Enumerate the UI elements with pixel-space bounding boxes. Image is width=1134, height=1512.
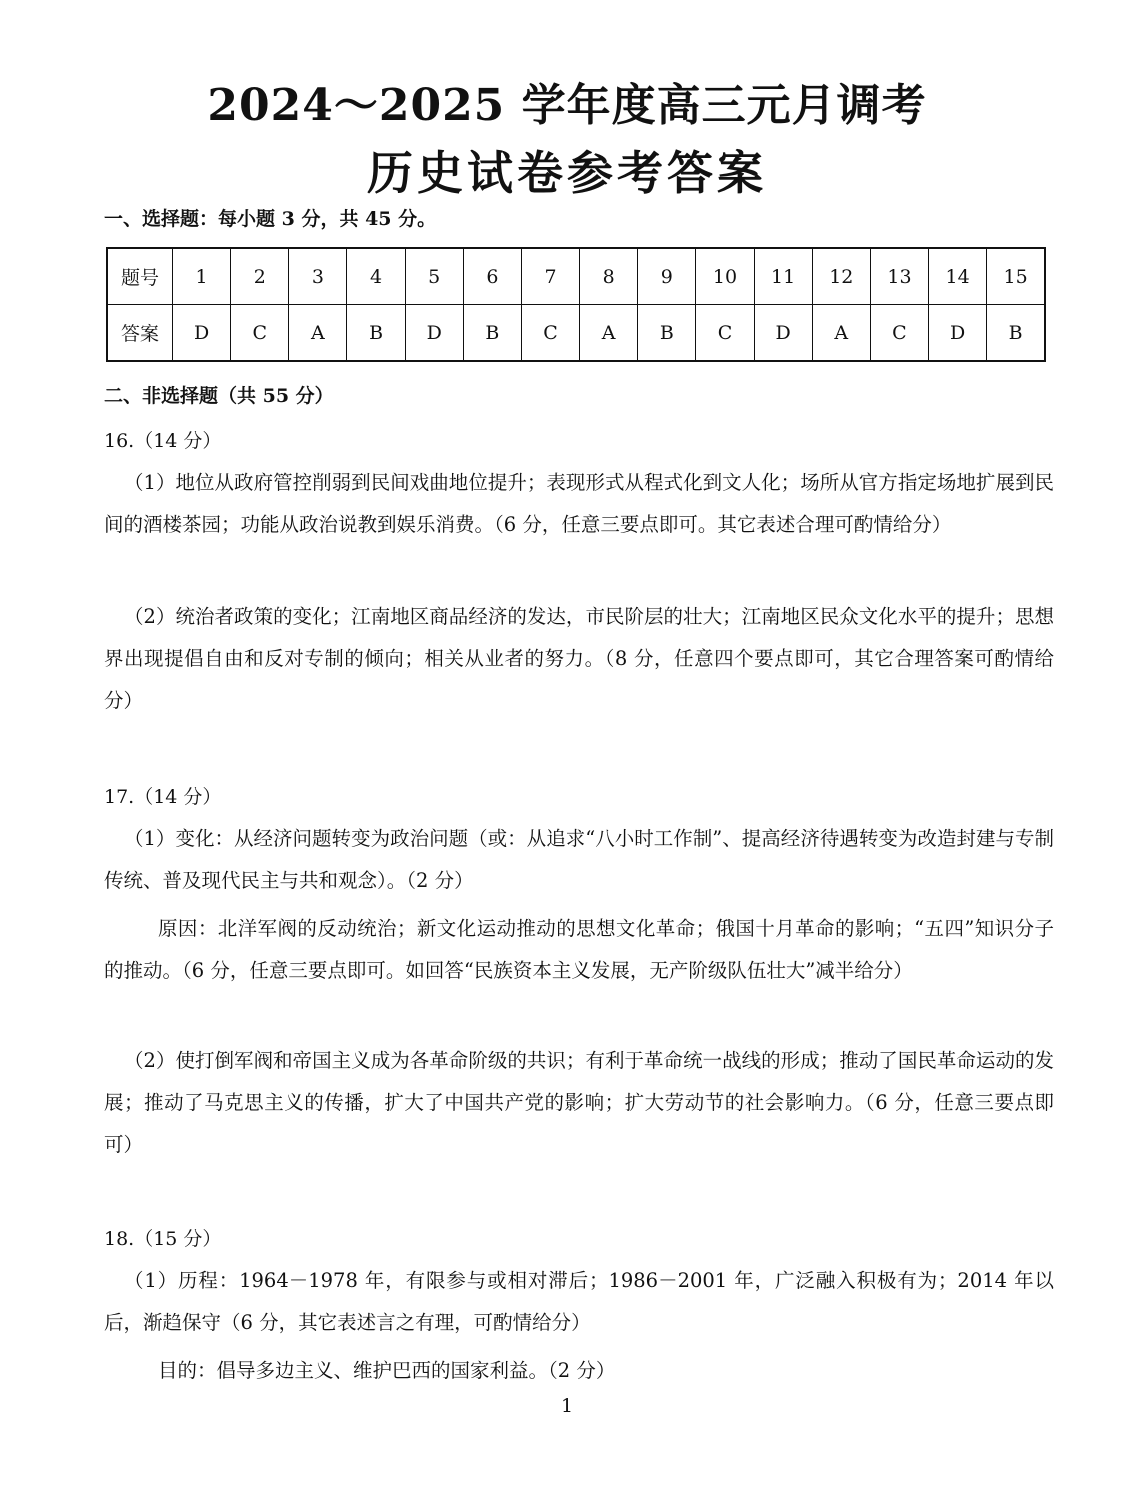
page-number: 1 — [560, 1395, 574, 1417]
question-number-row — [107, 248, 1045, 305]
q17-part2: （2）使打倒军阀和帝国主义成为各革命阶级的共识；有利于革命统一战线的形成；推动了国民革命运动的发展；推动了马克思主义的传播，扩大了中国共产党的影响；扩大劳动节的社会影响力。（6 分，任意三要点即可） — [104, 1049, 1054, 1156]
question-number-cell: 9 — [638, 248, 696, 305]
q16-label: 16.（14 分） — [104, 430, 222, 452]
q16-part1: （1）地位从政府管控削弱到民间戏曲地位提升；表现形式从程式化到文人化；场所从官方指定场地扩展到民间的酒楼茶园；功能从政治说教到娱乐消费。（6 分，任意三要点即可。其它表述合理可酌情给分） — [104, 471, 1054, 536]
answer-cell: C — [231, 305, 289, 362]
answer-cell: A — [289, 305, 347, 362]
question-number-cell: 10 — [696, 248, 754, 305]
answer-cell: C — [870, 305, 928, 362]
exam-subtitle: 历史试卷参考答案 — [367, 146, 767, 200]
row-label-number: 题号 — [107, 248, 173, 305]
row-label-answer: 答案 — [107, 305, 173, 362]
q18-label: 18.（15 分） — [104, 1228, 222, 1250]
question-number-cell: 3 — [289, 248, 347, 305]
question-number-cell: 6 — [463, 248, 521, 305]
answer-cell: D — [754, 305, 812, 362]
question-number-cell: 7 — [521, 248, 579, 305]
q18-purpose: 目的：倡导多边主义、维护巴西的国家利益。（2 分） — [158, 1359, 616, 1382]
question-number-cell: 5 — [405, 248, 463, 305]
answer-cell: B — [347, 305, 405, 362]
question-number-cell: 14 — [929, 248, 987, 305]
q18-part1: （1）历程：1964－1978 年，有限参与或相对滞后；1986－2001 年，广泛融入积极有为；2014 年以后，渐趋保守（6 分，其它表述言之有理，可酌情给分） — [104, 1269, 1054, 1334]
answer-cell: C — [696, 305, 754, 362]
answer-cell: D — [929, 305, 987, 362]
answer-table — [106, 247, 1046, 362]
answer-cell: A — [812, 305, 870, 362]
answer-cell: A — [580, 305, 638, 362]
answer-cell: C — [521, 305, 579, 362]
section2-heading: 二、非选择题（共 55 分） — [104, 385, 334, 407]
answer-row — [107, 305, 1045, 362]
question-number-cell: 15 — [987, 248, 1045, 305]
answer-cell: B — [638, 305, 696, 362]
q17-part1: （1）变化：从经济问题转变为政治问题（或：从追求“八小时工作制”、提高经济待遇转变为改造封建与专制传统、普及现代民主与共和观念）。（2 分） — [104, 827, 1054, 892]
question-number-cell: 1 — [173, 248, 231, 305]
q17-label: 17.（14 分） — [104, 786, 222, 808]
q16-part2: （2）统治者政策的变化；江南地区商品经济的发达，市民阶层的壮大；江南地区民众文化水平的提升；思想界出现提倡自由和反对专制的倾向；相关从业者的努力。（8 分，任意四个要点即可，其它合理答案可酌情给分） — [104, 605, 1054, 712]
question-number-cell: 13 — [870, 248, 928, 305]
q17-reasons: 原因：北洋军阀的反动统治；新文化运动推动的思想文化革命；俄国十月革命的影响；“五四”知识分子的推动。（6 分，任意三要点即可。如回答“民族资本主义发展，无产阶级队伍壮大”减半给分） — [104, 917, 1054, 982]
question-number-cell: 12 — [812, 248, 870, 305]
question-number-cell: 11 — [754, 248, 812, 305]
question-number-cell: 4 — [347, 248, 405, 305]
answer-cell: B — [463, 305, 521, 362]
answer-cell: D — [405, 305, 463, 362]
question-number-cell: 2 — [231, 248, 289, 305]
question-number-cell: 8 — [580, 248, 638, 305]
answer-cell: B — [987, 305, 1045, 362]
section1-heading: 一、选择题：每小题 3 分，共 45 分。 — [104, 208, 437, 230]
answer-cell: D — [173, 305, 231, 362]
exam-title: 2024～2025 学年度高三元月调考 — [207, 80, 927, 131]
